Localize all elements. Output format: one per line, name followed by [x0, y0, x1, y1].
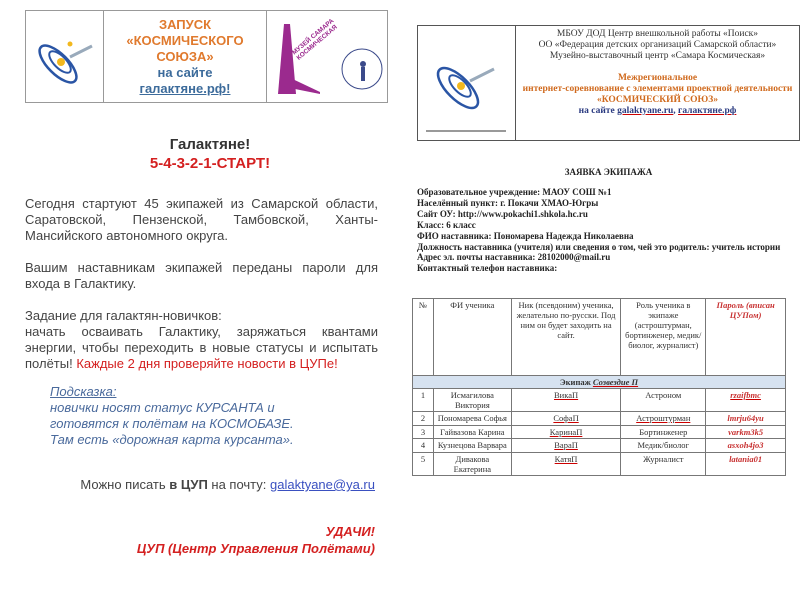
banner-line: «КОСМИЧЕСКОГО	[126, 32, 244, 48]
cell: rzaifbmc	[706, 389, 786, 412]
crew-name: Созвездие П	[592, 377, 639, 387]
info-line: Адрес эл. почты наставника: 28102000@mail.ru	[417, 252, 611, 263]
cell: КатяП	[511, 452, 621, 475]
cell: asxoh4jo3	[706, 439, 786, 453]
doc-logo	[418, 26, 516, 140]
contest-line: Межрегиональное	[617, 73, 698, 83]
table-row	[413, 389, 786, 412]
cell: ВараП	[511, 439, 621, 453]
museum-logo-text: МУЗЕЙ САМАРА КОСМИЧЕСКАЯ	[291, 17, 339, 62]
crew-row	[413, 376, 786, 389]
galaxy-rocket-icon	[30, 22, 100, 92]
task-heading: Задание для галактян-новичков:	[25, 308, 222, 323]
email-link[interactable]: galaktyane@ya.ru	[270, 477, 375, 492]
hint-title: Подсказка:	[50, 384, 117, 399]
cell: Пономарева Софья	[433, 412, 511, 426]
crew-label	[413, 376, 786, 389]
cell: 1	[413, 389, 434, 412]
info-line: Сайт ОУ: http://www.pokachi1.shkola.hc.ru	[417, 208, 588, 219]
cell: Кузнецова Варвара	[433, 439, 511, 453]
table-header-row	[413, 299, 786, 376]
cell: 5	[413, 452, 434, 475]
banner-table	[25, 10, 388, 103]
countdown: 5-4-3-2-1-СТАРТ!	[149, 155, 271, 172]
column-header: №	[413, 299, 434, 376]
paragraph-passwords: Вашим наставникам экипажей переданы пароли для входа в Галактику.	[25, 260, 378, 291]
cell: 3	[413, 425, 434, 439]
org-line: ОО «Федерация детских организаций Самарской области»	[538, 40, 777, 50]
cell: Исмагилова Виктория	[433, 389, 511, 412]
crew-label-text: Экипаж	[559, 377, 593, 387]
hint-line: Там есть «дорожная карта курсанта».	[50, 432, 294, 447]
info-line: ФИО наставника: Пономарева Надежда Николаевна	[417, 230, 634, 241]
cell: Гайвазова Карина	[433, 425, 511, 439]
info-line: Класс: 6 класс	[417, 219, 476, 230]
cell: varkm3k5	[706, 425, 786, 439]
contest-line: интернет-соревнование с элементами проектной деятельности	[522, 84, 793, 94]
cell: КаринаП	[511, 425, 621, 439]
banner-line: СОЮЗА»	[156, 48, 214, 64]
task-text: начать осваивать Галактику, заряжаться квантами энергии, чтобы переходить в новые статусы и испытать полёты!	[25, 324, 378, 371]
info-line: Населённый пункт: г. Покачи ХМАО-Югры	[417, 197, 599, 208]
cell: Бортинженер	[621, 425, 706, 439]
column-header: ФИ ученика	[433, 299, 511, 376]
column-header: Пароль (вписан ЦУПом)	[706, 299, 786, 376]
org-line: Музейно-выставочный центр «Самара Космическая»	[549, 51, 766, 61]
paragraph-crews: Сегодня стартуют 45 экипажей из Самарской области, Саратовской, Пензенской, Тамбовской, Ханты-Мансийского автономного округа.	[25, 196, 378, 243]
site-link[interactable]: галактяне.рф	[678, 106, 737, 116]
banner-line: ЗАПУСК	[158, 16, 212, 32]
crew-table	[412, 298, 786, 476]
column-header: Роль ученика в экипаже (астроштурман, бортинженер, медик/биолог, журналист)	[621, 299, 706, 376]
site-pre: на сайте	[578, 106, 615, 116]
cell: 2	[413, 412, 434, 426]
hint-line: готовятся к полётам на КОСМОБАЗЕ.	[50, 416, 294, 431]
org-line: МБОУ ДОД Центр внешкольной работы «Поиск»	[556, 29, 759, 39]
form-title: ЗАЯВКА ЭКИПАЖА	[564, 167, 653, 177]
page-title: Галактяне!	[169, 136, 251, 153]
hint-block	[50, 384, 294, 448]
cell: latania01	[706, 452, 786, 475]
paragraph-task	[25, 324, 378, 372]
hint-line: новички носят статус КУРСАНТА и	[50, 400, 275, 415]
signature-block	[137, 523, 375, 557]
table-row	[413, 452, 786, 475]
site-line: на сайте galaktyane.ru, галактяне.рф	[578, 106, 737, 116]
cell: ВикаП	[511, 389, 621, 412]
cell: Журналист	[621, 452, 706, 475]
museum-logos	[267, 11, 387, 102]
table-row	[413, 412, 786, 426]
cell: 4	[413, 439, 434, 453]
info-line: Образовательное учреждение: МАОУ СОШ №1	[417, 187, 612, 197]
banner-line: на сайте	[157, 64, 213, 80]
contest-line: «КОСМИЧЕСКИЙ СОЮЗ»	[596, 95, 719, 105]
table-row	[413, 439, 786, 453]
document-header	[417, 25, 800, 141]
doc-header-text	[516, 26, 799, 140]
launch-announcement	[104, 11, 267, 102]
contact-line	[80, 477, 375, 492]
contact-bold: в ЦУП	[169, 477, 208, 492]
column-header: Ник (псевдоним) ученика, желательно по-русски. Под ним он будет заходить на сайт.	[511, 299, 621, 376]
cell: СофаП	[511, 412, 621, 426]
contact-text: Можно писать	[80, 477, 170, 492]
signature: ЦУП (Центр Управления Полётами)	[136, 541, 375, 556]
contact-text: на почту:	[207, 477, 271, 492]
info-line: Должность наставника (учителя) или сведения о том, чей это родитель: учитель истории	[417, 241, 781, 252]
crew-info	[417, 187, 780, 274]
news-reminder: Каждые 2 дня проверяйте новости в ЦУПе!	[76, 356, 338, 371]
cell: Астроштурман	[621, 412, 706, 426]
cell: Медик/биолог	[621, 439, 706, 453]
site-link[interactable]: галактяне.рф!	[139, 80, 231, 96]
luck-text: УДАЧИ!	[325, 524, 375, 539]
cell: Дивакова Екатерина	[433, 452, 511, 475]
galaxy-logo	[26, 11, 104, 102]
cell: Астроном	[621, 389, 706, 412]
cell: lmrju64yu	[706, 412, 786, 426]
info-line: Контактный телефон наставника:	[417, 263, 558, 274]
site-link[interactable]: galaktyane.ru	[617, 106, 674, 116]
table-row	[413, 425, 786, 439]
galaxy-rocket-icon	[418, 26, 516, 142]
